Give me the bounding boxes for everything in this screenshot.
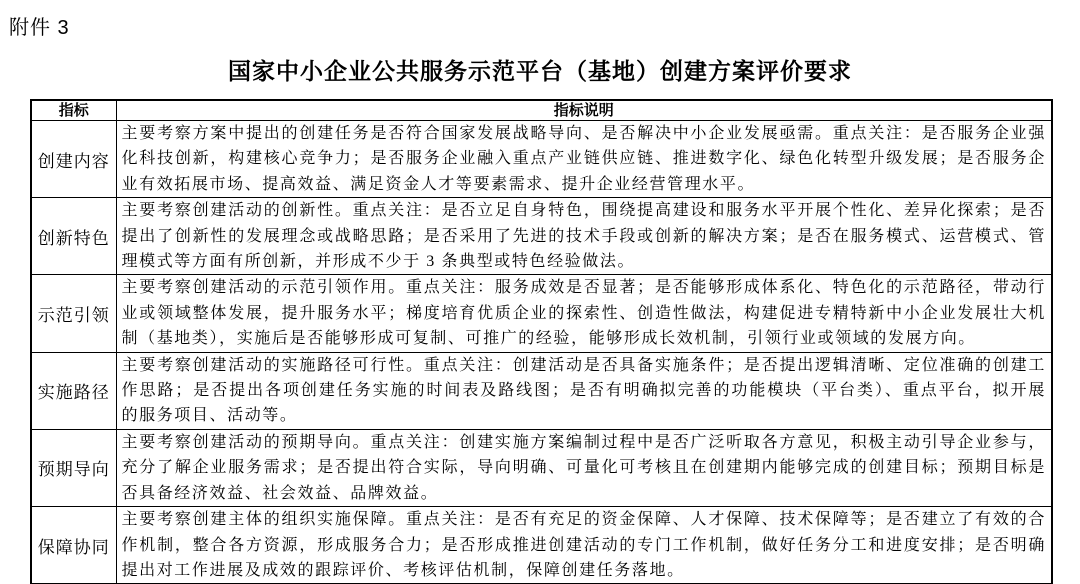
indicator-cell: 创新特色	[31, 198, 116, 275]
indicator-cell: 保障协同	[31, 507, 116, 584]
evaluation-table	[30, 99, 1053, 584]
description-cell: 主要考察创建主体的组织实施保障。重点关注：是否有充足的资金保障、人才保障、技术保障等；是否建立了有效的合作机制，整合各方资源，形成服务合力；是否形成推进创建活动的专门工作机制，做好任务分工和进度安排；是否明确提出对工作进展及成效的跟踪评价、考核评估机制，保障创建任务落地。	[116, 507, 1052, 584]
indicator-cell: 实施路径	[31, 352, 116, 429]
attachment-label: 附件 3	[9, 17, 70, 39]
table-row	[31, 507, 1052, 584]
table-row	[31, 429, 1052, 506]
indicator-cell: 示范引领	[31, 275, 116, 352]
description-cell: 主要考察创建活动的实施路径可行性。重点关注：创建活动是否具备实施条件；是否提出逻辑清晰、定位准确的创建工作思路；是否提出各项创建任务实施的时间表及路线图；是否有明确拟完善的功能模块（平台类）、重点平台，拟开展的服务项目、活动等。	[116, 352, 1052, 429]
table-header-row	[31, 100, 1052, 121]
indicator-cell: 创建内容	[31, 121, 116, 198]
indicator-column-header: 指标	[31, 100, 116, 121]
description-cell: 主要考察创建活动的创新性。重点关注：是否立足自身特色，围绕提高建设和服务水平开展个性化、差异化探索；是否提出了创新性的发展理念或战略思路；是否采用了先进的技术手段或创新的解决方案；是否在服务模式、运营模式、管理模式等方面有所创新，并形成不少于 3 条典型或特色经验做法。	[116, 198, 1052, 275]
description-cell: 主要考察创建活动的预期导向。重点关注：创建实施方案编制过程中是否广泛听取各方意见，积极主动引导企业参与，充分了解企业服务需求；是否提出符合实际，导向明确、可量化可考核且在创建期内能够完成的创建目标；预期目标是否具备经济效益、社会效益、品牌效益。	[116, 429, 1052, 506]
table-row	[31, 198, 1052, 275]
page-title: 国家中小企业公共服务示范平台（基地）创建方案评价要求	[228, 59, 852, 84]
description-column-header: 指标说明	[116, 100, 1052, 121]
description-cell: 主要考察创建活动的示范引领作用。重点关注：服务成效是否显著；是否能够形成体系化、特色化的示范路径，带动行业或领域整体发展，提升服务水平；梯度培育优质企业的探索性、创造性做法，构建促进专精特新中小企业发展壮大机制（基地类），实施后是否能够形成可复制、可推广的经验，能够形成长效机制，引领行业或领域的发展方向。	[116, 275, 1052, 352]
table-row	[31, 275, 1052, 352]
table-row	[31, 352, 1052, 429]
table-row	[31, 121, 1052, 198]
indicator-cell: 预期导向	[31, 429, 116, 506]
description-cell: 主要考察方案中提出的创建任务是否符合国家发展战略导向、是否解决中小企业发展亟需。重点关注：是否服务企业强化科技创新，构建核心竞争力；是否服务企业融入重点产业链供应链、推进数字化、绿色化转型升级发展；是否服务企业有效拓展市场、提高效益、满足资金人才等要素需求、提升企业经营管理水平。	[116, 121, 1052, 198]
